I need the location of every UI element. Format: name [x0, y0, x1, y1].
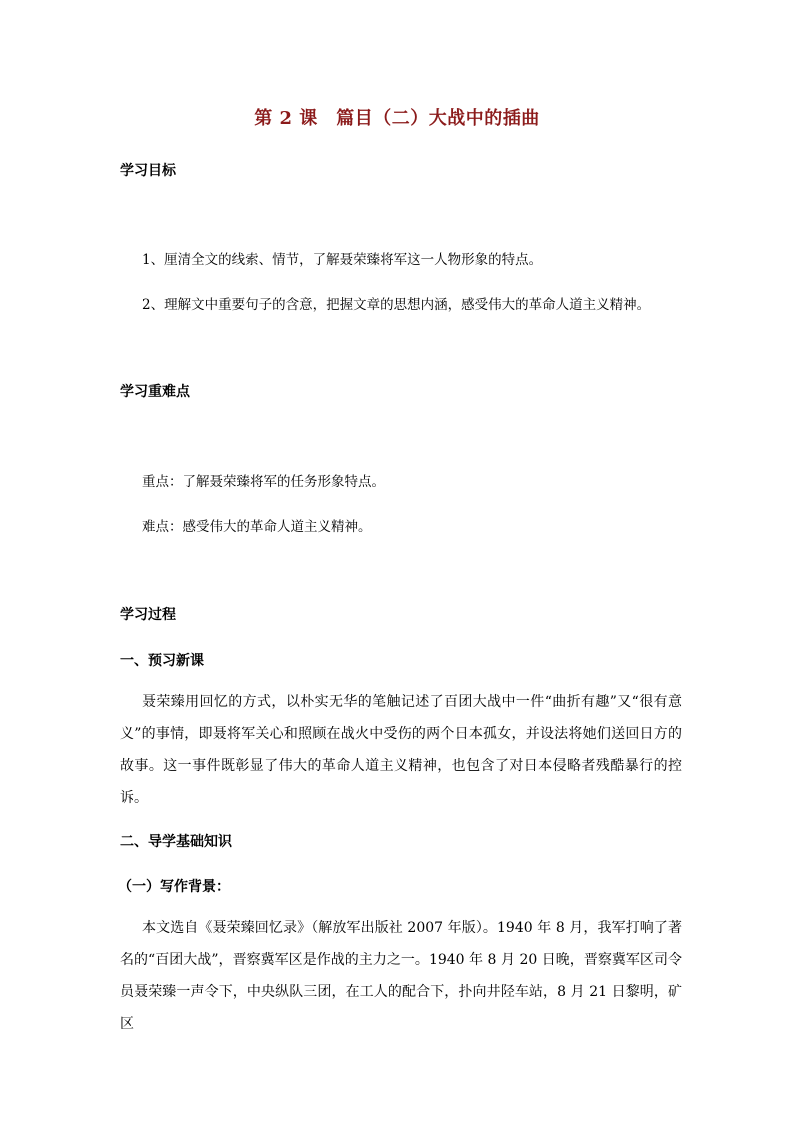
preview-paragraph: 聂荣臻用回忆的方式，以朴实无华的笔触记述了百团大战中一件“曲折有趣”又“很有意义”的事情，即聂将军关心和照顾在战火中受伤的两个日本孤女，并设法将她们送回日方的故事。这一事件既彰显了伟大的革命人道主义精神，也包含了对日本侵略者残酷暴行的控诉。	[120, 694, 682, 806]
heading-background: （一）写作背景：	[118, 879, 230, 895]
background-paragraph: 本文选自《聂荣臻回忆录》（解放军出版社 2007 年版）。1940 年 8 月，我军打响了著名的“百团大战”，晋察冀军区是作战的主力之一。1940 年 8 月 20 日晚，晋察冀军区司令员聂荣臻一声令下，中央纵队三团，在工人的配合下，扑向井陉车站，8 月 21 日黎明，矿区	[120, 920, 682, 1032]
heading-basics: 二、导学基础知识	[120, 834, 232, 850]
lesson-title: 第 2 课 篇目（二）大战中的插曲	[254, 108, 540, 129]
objective-item-2: 2、理解文中重要句子的含意，把握文章的思想内涵，感受伟大的革命人道主义精神。	[142, 297, 651, 313]
heading-process: 学习过程	[120, 607, 176, 623]
key-point-focus: 重点：了解聂荣臻将军的任务形象特点。	[142, 474, 385, 490]
heading-objectives: 学习目标	[120, 163, 176, 179]
heading-preview: 一、预习新课	[120, 653, 204, 669]
key-point-difficulty: 难点：感受伟大的革命人道主义精神。	[142, 519, 372, 535]
objective-item-1: 1、厘清全文的线索、情节，了解聂荣臻将军这一人物形象的特点。	[142, 252, 543, 268]
heading-key-points: 学习重难点	[120, 384, 190, 400]
